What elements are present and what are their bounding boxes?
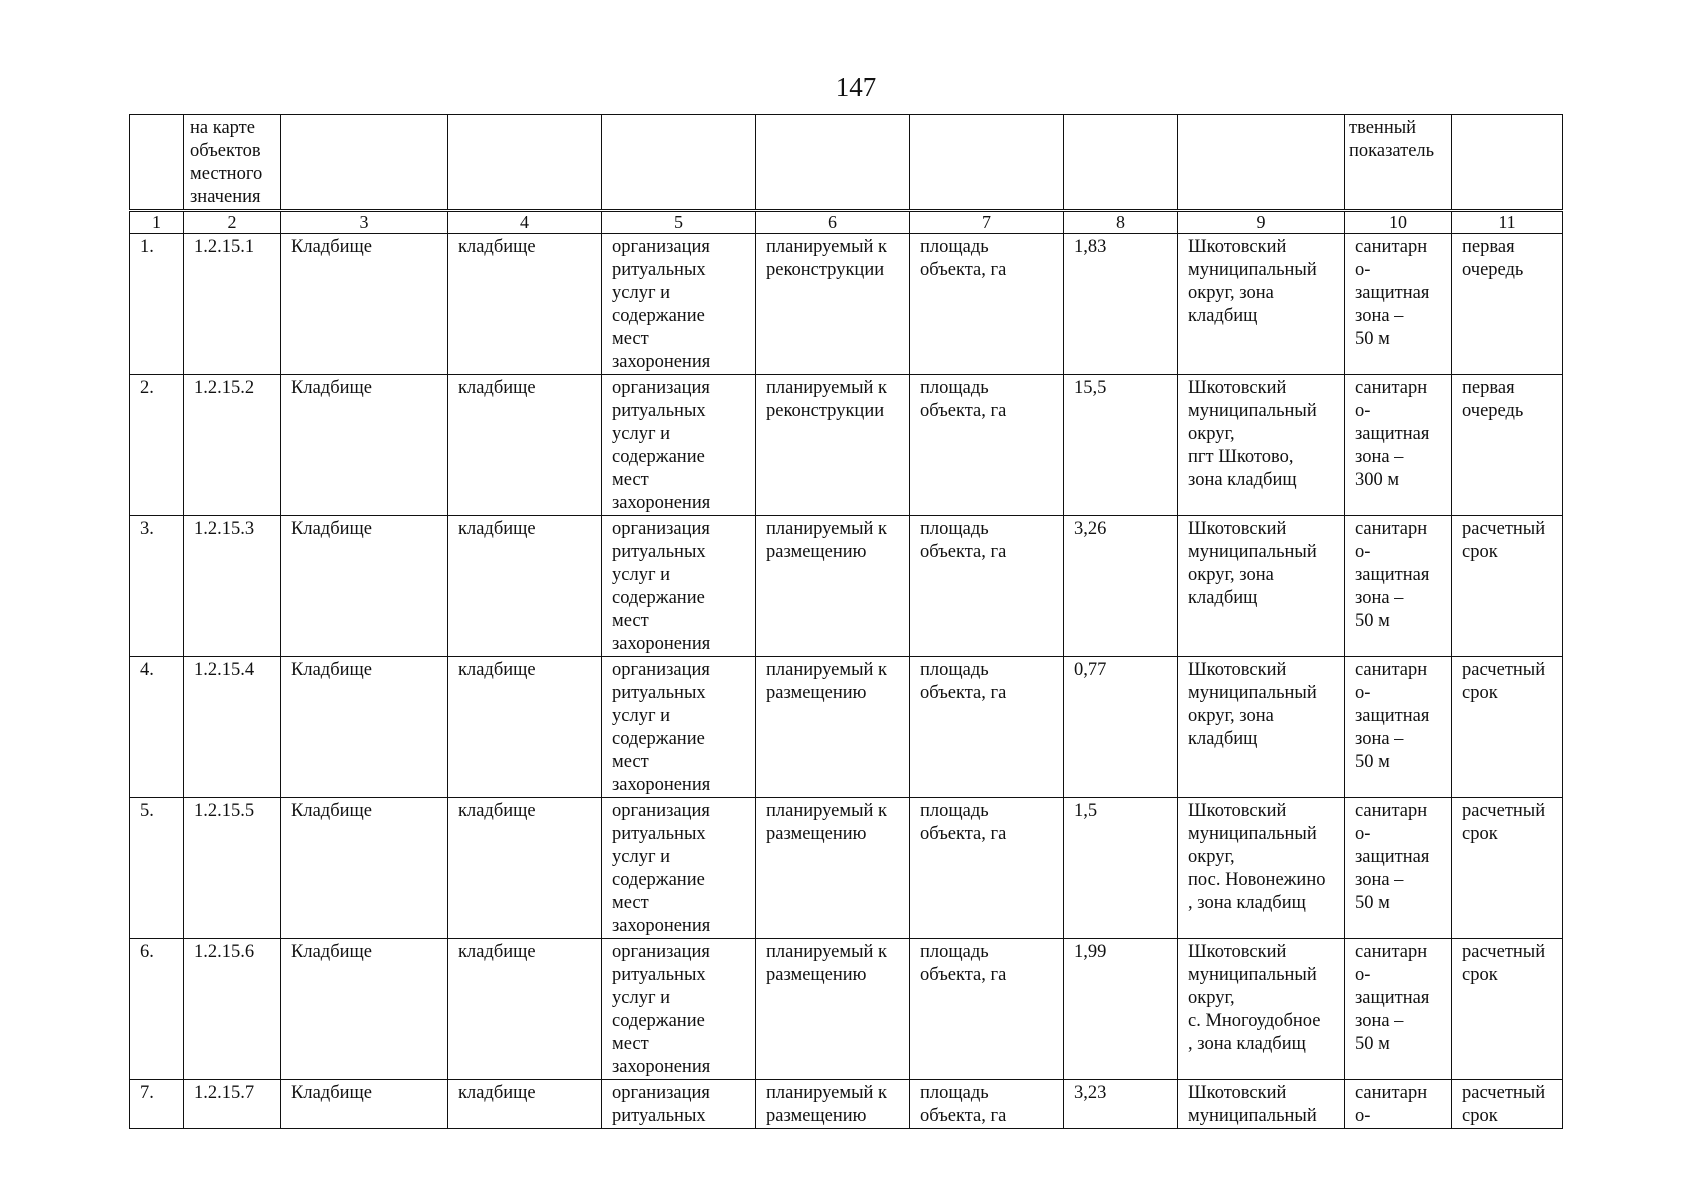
header-cell-zone-indicator xyxy=(1345,115,1452,211)
cell-text-line: планируемый к xyxy=(766,378,888,398)
cell-text-line: размещению xyxy=(766,683,867,703)
cell-text-line: площадь xyxy=(920,519,989,539)
cell-text-line: организация xyxy=(612,660,710,680)
cell-text-line: захоронения xyxy=(612,634,711,654)
cell-zone xyxy=(1345,234,1452,375)
cell-text-line: кладбищ xyxy=(1188,729,1258,749)
column-number: 2 xyxy=(184,211,281,234)
cell-text-line: площадь xyxy=(920,378,989,398)
cell-text-line: ритуальных xyxy=(612,683,706,703)
table-row xyxy=(130,939,1563,1080)
cell-text-line: площадь xyxy=(920,1083,989,1103)
cell-location xyxy=(1178,375,1345,516)
cell-text-line: 50 м xyxy=(1355,611,1390,631)
table-row xyxy=(130,375,1563,516)
cell-text-line: ритуальных xyxy=(612,401,706,421)
cell-text-line: зона – xyxy=(1355,588,1404,608)
cell-text-line: зона – xyxy=(1355,306,1404,326)
cell-term xyxy=(1452,1080,1563,1129)
cell-term xyxy=(1452,375,1563,516)
cell-text-line: содержание xyxy=(612,588,705,608)
cell-text-line: объекта, га xyxy=(920,683,1007,703)
cell-text-line: 50 м xyxy=(1355,1034,1390,1054)
cell-text-line: защитная xyxy=(1355,283,1430,303)
cell-text-line: расчетный xyxy=(1462,660,1546,680)
cell-text-line: площадь xyxy=(920,237,989,257)
cell-text-line: срок xyxy=(1462,683,1498,703)
cell-text-line: санитарн xyxy=(1355,1083,1428,1103)
cell-text-line: , зона кладбищ xyxy=(1188,893,1306,913)
cell-text-line: размещению xyxy=(766,965,867,985)
cell-text-line: расчетный xyxy=(1462,1083,1546,1103)
cell-text-line: объекта, га xyxy=(920,965,1007,985)
cell-text-line: мест xyxy=(612,611,649,631)
cell-text-line: содержание xyxy=(612,306,705,326)
cell-indicator xyxy=(910,939,1064,1080)
cell-value: 1,5 xyxy=(1064,798,1178,939)
cell-zone xyxy=(1345,516,1452,657)
cell-text-line: организация xyxy=(612,942,710,962)
cell-value: 3,26 xyxy=(1064,516,1178,657)
cell-code: 1.2.15.5 xyxy=(184,798,281,939)
cell-row-number: 2. xyxy=(130,375,184,516)
column-number: 7 xyxy=(910,211,1064,234)
cell-code: 1.2.15.1 xyxy=(184,234,281,375)
cell-indicator xyxy=(910,516,1064,657)
cell-zone xyxy=(1345,939,1452,1080)
cell-status xyxy=(756,798,910,939)
cell-text-line: , зона кладбищ xyxy=(1188,1034,1306,1054)
cell-purpose xyxy=(602,657,756,798)
cell-text-line: санитарн xyxy=(1355,942,1428,962)
cell-text-line: Шкотовский xyxy=(1188,519,1287,539)
cell-text-line: объекта, га xyxy=(920,542,1007,562)
cell-value: 15,5 xyxy=(1064,375,1178,516)
cell-text-line: 50 м xyxy=(1355,329,1390,349)
cell-purpose xyxy=(602,939,756,1080)
cell-object-type: кладбище xyxy=(448,234,602,375)
cell-text-line: содержание xyxy=(612,447,705,467)
column-number: 9 xyxy=(1178,211,1345,234)
cell-object-name: Кладбище xyxy=(281,516,448,657)
cell-indicator xyxy=(910,234,1064,375)
cell-text-line: муниципальный xyxy=(1188,401,1317,421)
cell-object-type: кладбище xyxy=(448,798,602,939)
cell-text-line: расчетный xyxy=(1462,801,1546,821)
column-number-row xyxy=(130,211,1563,234)
cell-term xyxy=(1452,234,1563,375)
cell-status xyxy=(756,234,910,375)
cell-text-line: о- xyxy=(1355,824,1371,844)
header-cell xyxy=(910,115,1064,211)
cell-status xyxy=(756,657,910,798)
cell-row-number: 6. xyxy=(130,939,184,1080)
cell-text-line: округ, xyxy=(1188,424,1235,444)
cell-text-line: Шкотовский xyxy=(1188,660,1287,680)
cell-text-line: о- xyxy=(1355,1106,1371,1126)
cell-text-line: округ, xyxy=(1188,847,1235,867)
cell-text-line: расчетный xyxy=(1462,942,1546,962)
cell-text-line: площадь xyxy=(920,942,989,962)
cell-text-line: зона – xyxy=(1355,729,1404,749)
cell-text-line: 50 м xyxy=(1355,893,1390,913)
cell-text-line: Шкотовский xyxy=(1188,1083,1287,1103)
cell-text-line: ритуальных xyxy=(612,260,706,280)
cell-text-line: санитарн xyxy=(1355,801,1428,821)
cell-location xyxy=(1178,798,1345,939)
cell-text-line: защитная xyxy=(1355,988,1430,1008)
cell-text-line: объекта, га xyxy=(920,824,1007,844)
cell-text-line: реконструкции xyxy=(766,260,885,280)
cell-indicator xyxy=(910,375,1064,516)
cell-term xyxy=(1452,939,1563,1080)
cell-status xyxy=(756,939,910,1080)
header-text-line: значения xyxy=(190,187,261,207)
cell-status xyxy=(756,516,910,657)
header-text-line: объектов xyxy=(190,141,261,161)
cell-text-line: ритуальных xyxy=(612,824,706,844)
cell-text-line: услуг и xyxy=(612,565,671,585)
cell-text-line: ритуальных xyxy=(612,542,706,562)
column-number: 8 xyxy=(1064,211,1178,234)
cell-object-name: Кладбище xyxy=(281,657,448,798)
table-row xyxy=(130,798,1563,939)
cell-text-line: муниципальный xyxy=(1188,260,1317,280)
header-cell xyxy=(1178,115,1345,211)
cell-code: 1.2.15.2 xyxy=(184,375,281,516)
cell-text-line: зона кладбищ xyxy=(1188,470,1297,490)
column-number: 1 xyxy=(130,211,184,234)
cell-text-line: 50 м xyxy=(1355,752,1390,772)
cell-text-line: санитарн xyxy=(1355,378,1428,398)
cell-text-line: зона – xyxy=(1355,870,1404,890)
cell-text-line: муниципальный xyxy=(1188,965,1317,985)
header-cell-map-designation xyxy=(184,115,281,211)
cell-text-line: муниципальный xyxy=(1188,824,1317,844)
cell-row-number: 1. xyxy=(130,234,184,375)
table-row xyxy=(130,516,1563,657)
cell-text-line: кладбищ xyxy=(1188,306,1258,326)
cell-text-line: захоронения xyxy=(612,775,711,795)
cell-text-line: Шкотовский xyxy=(1188,942,1287,962)
cell-text-line: мест xyxy=(612,893,649,913)
cell-text-line: санитарн xyxy=(1355,519,1428,539)
cell-object-name: Кладбище xyxy=(281,798,448,939)
cell-text-line: защитная xyxy=(1355,565,1430,585)
cell-text-line: о- xyxy=(1355,683,1371,703)
cell-object-name: Кладбище xyxy=(281,1080,448,1129)
cell-indicator xyxy=(910,1080,1064,1129)
cell-text-line: объекта, га xyxy=(920,401,1007,421)
cell-text-line: объекта, га xyxy=(920,260,1007,280)
cell-code: 1.2.15.7 xyxy=(184,1080,281,1129)
cell-text-line: захоронения xyxy=(612,916,711,936)
cell-text-line: расчетный xyxy=(1462,519,1546,539)
cell-text-line: услуг и xyxy=(612,706,671,726)
header-cell xyxy=(448,115,602,211)
cell-text-line: содержание xyxy=(612,870,705,890)
cell-object-type: кладбище xyxy=(448,939,602,1080)
cell-text-line: очередь xyxy=(1462,260,1524,280)
cell-text-line: площадь xyxy=(920,660,989,680)
cell-text-line: организация xyxy=(612,237,710,257)
cell-text-line: захоронения xyxy=(612,1057,711,1077)
cell-text-line: о- xyxy=(1355,542,1371,562)
cell-text-line: мест xyxy=(612,752,649,772)
cell-text-line: округ, зона xyxy=(1188,565,1274,585)
cell-text-line: содержание xyxy=(612,1011,705,1031)
cell-text-line: первая xyxy=(1462,237,1515,257)
cell-text-line: услуг и xyxy=(612,424,671,444)
cell-zone xyxy=(1345,657,1452,798)
cell-zone xyxy=(1345,375,1452,516)
cell-text-line: защитная xyxy=(1355,847,1430,867)
cell-purpose xyxy=(602,798,756,939)
cell-status xyxy=(756,1080,910,1129)
cell-text-line: первая xyxy=(1462,378,1515,398)
cell-text-line: планируемый к xyxy=(766,660,888,680)
cell-text-line: организация xyxy=(612,519,710,539)
cell-text-line: мест xyxy=(612,470,649,490)
cell-text-line: содержание xyxy=(612,729,705,749)
header-text-line: местного xyxy=(190,164,263,184)
header-cell xyxy=(130,115,184,211)
header-cell xyxy=(602,115,756,211)
cell-text-line: Шкотовский xyxy=(1188,237,1287,257)
cell-value: 0,77 xyxy=(1064,657,1178,798)
objects-table xyxy=(129,114,1563,1129)
cell-text-line: размещению xyxy=(766,542,867,562)
cell-text-line: срок xyxy=(1462,542,1498,562)
cell-row-number: 4. xyxy=(130,657,184,798)
header-text-line: показатель xyxy=(1349,141,1435,161)
cell-text-line: о- xyxy=(1355,401,1371,421)
cell-text-line: с. Многоудобное xyxy=(1188,1011,1321,1031)
cell-purpose xyxy=(602,1080,756,1129)
cell-text-line: планируемый к xyxy=(766,237,888,257)
cell-row-number: 3. xyxy=(130,516,184,657)
header-continuation-row xyxy=(130,115,1563,211)
cell-text-line: кладбищ xyxy=(1188,588,1258,608)
cell-text-line: округ, зона xyxy=(1188,706,1274,726)
cell-text-line: планируемый к xyxy=(766,519,888,539)
cell-object-type: кладбище xyxy=(448,1080,602,1129)
header-text-line: на карте xyxy=(190,118,255,138)
table-row xyxy=(130,657,1563,798)
cell-location xyxy=(1178,1080,1345,1129)
cell-row-number: 7. xyxy=(130,1080,184,1129)
cell-location xyxy=(1178,939,1345,1080)
cell-text-line: мест xyxy=(612,329,649,349)
cell-text-line: защитная xyxy=(1355,706,1430,726)
cell-text-line: пгт Шкотово, xyxy=(1188,447,1294,467)
cell-text-line: организация xyxy=(612,378,710,398)
column-number: 11 xyxy=(1452,211,1563,234)
cell-object-name: Кладбище xyxy=(281,375,448,516)
column-number: 4 xyxy=(448,211,602,234)
cell-text-line: планируемый к xyxy=(766,1083,888,1103)
cell-text-line: организация xyxy=(612,1083,710,1103)
cell-text-line: округ, зона xyxy=(1188,283,1274,303)
cell-text-line: Шкотовский xyxy=(1188,801,1287,821)
table-row xyxy=(130,234,1563,375)
cell-text-line: услуг и xyxy=(612,283,671,303)
cell-text-line: ритуальных xyxy=(612,965,706,985)
cell-code: 1.2.15.4 xyxy=(184,657,281,798)
cell-text-line: организация xyxy=(612,801,710,821)
cell-value: 1,99 xyxy=(1064,939,1178,1080)
cell-text-line: пос. Новонежино xyxy=(1188,870,1326,890)
cell-text-line: о- xyxy=(1355,965,1371,985)
cell-text-line: захоронения xyxy=(612,493,711,513)
cell-code: 1.2.15.3 xyxy=(184,516,281,657)
cell-text-line: округ, xyxy=(1188,988,1235,1008)
cell-text-line: 300 м xyxy=(1355,470,1400,490)
header-cell xyxy=(756,115,910,211)
cell-term xyxy=(1452,657,1563,798)
cell-text-line: защитная xyxy=(1355,424,1430,444)
column-number: 6 xyxy=(756,211,910,234)
cell-text-line: о- xyxy=(1355,260,1371,280)
cell-text-line: планируемый к xyxy=(766,801,888,821)
cell-text-line: услуг и xyxy=(612,847,671,867)
cell-text-line: захоронения xyxy=(612,352,711,372)
cell-location xyxy=(1178,234,1345,375)
cell-object-name: Кладбище xyxy=(281,234,448,375)
cell-object-type: кладбище xyxy=(448,657,602,798)
cell-value: 3,23 xyxy=(1064,1080,1178,1129)
cell-zone xyxy=(1345,1080,1452,1129)
cell-status xyxy=(756,375,910,516)
cell-indicator xyxy=(910,657,1064,798)
cell-term xyxy=(1452,798,1563,939)
cell-text-line: зона – xyxy=(1355,1011,1404,1031)
cell-text-line: Шкотовский xyxy=(1188,378,1287,398)
cell-text-line: размещению xyxy=(766,1106,867,1126)
cell-object-type: кладбище xyxy=(448,375,602,516)
column-number: 3 xyxy=(281,211,448,234)
cell-zone xyxy=(1345,798,1452,939)
cell-text-line: зона – xyxy=(1355,447,1404,467)
cell-purpose xyxy=(602,375,756,516)
cell-text-line: ритуальных xyxy=(612,1106,706,1126)
cell-text-line: муниципальный xyxy=(1188,1106,1317,1126)
cell-text-line: срок xyxy=(1462,965,1498,985)
cell-text-line: муниципальный xyxy=(1188,683,1317,703)
column-number: 5 xyxy=(602,211,756,234)
page-number: 147 xyxy=(835,72,877,102)
cell-purpose xyxy=(602,516,756,657)
cell-location xyxy=(1178,516,1345,657)
cell-row-number: 5. xyxy=(130,798,184,939)
cell-indicator xyxy=(910,798,1064,939)
table-row xyxy=(130,1080,1563,1129)
cell-text-line: очередь xyxy=(1462,401,1524,421)
cell-text-line: санитарн xyxy=(1355,237,1428,257)
cell-text-line: срок xyxy=(1462,1106,1498,1126)
header-text-line: твенный xyxy=(1349,118,1417,138)
header-cell xyxy=(1452,115,1563,211)
cell-value: 1,83 xyxy=(1064,234,1178,375)
cell-text-line: реконструкции xyxy=(766,401,885,421)
column-number: 10 xyxy=(1345,211,1452,234)
cell-text-line: услуг и xyxy=(612,988,671,1008)
cell-term xyxy=(1452,516,1563,657)
cell-text-line: срок xyxy=(1462,824,1498,844)
cell-code: 1.2.15.6 xyxy=(184,939,281,1080)
cell-purpose xyxy=(602,234,756,375)
cell-text-line: мест xyxy=(612,1034,649,1054)
cell-object-type: кладбище xyxy=(448,516,602,657)
cell-text-line: площадь xyxy=(920,801,989,821)
cell-location xyxy=(1178,657,1345,798)
cell-text-line: планируемый к xyxy=(766,942,888,962)
cell-object-name: Кладбище xyxy=(281,939,448,1080)
cell-text-line: размещению xyxy=(766,824,867,844)
header-cell xyxy=(281,115,448,211)
cell-text-line: объекта, га xyxy=(920,1106,1007,1126)
header-cell xyxy=(1064,115,1178,211)
cell-text-line: муниципальный xyxy=(1188,542,1317,562)
cell-text-line: санитарн xyxy=(1355,660,1428,680)
